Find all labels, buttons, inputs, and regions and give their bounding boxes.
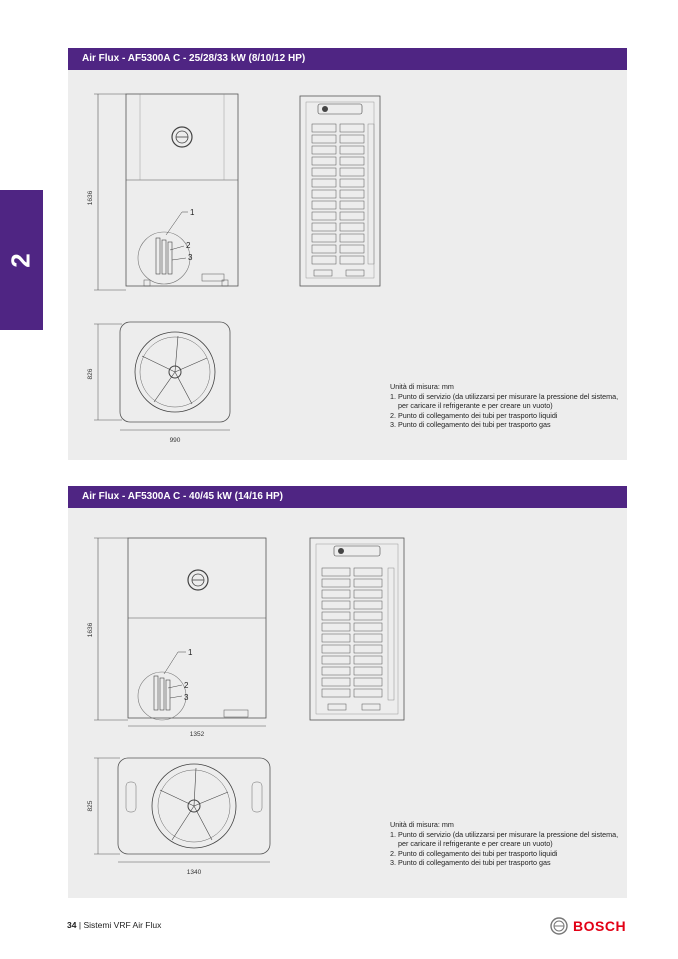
bosch-armature-icon xyxy=(550,917,568,935)
legend-unit-1: Unità di misura: mm xyxy=(390,382,454,391)
depth-label-2: 825 xyxy=(87,800,94,812)
depth-label-1: 826 xyxy=(87,368,94,380)
front-view-drawing-1 xyxy=(298,94,388,290)
fan-grille-icon xyxy=(135,332,215,412)
legend-item-2-3: 3. Punto di collegamento dei tubi per trasporto gas xyxy=(390,858,551,868)
legend-2 xyxy=(390,820,627,868)
legend-item-1-3: 3. Punto di collegamento dei tubi per trasporto gas xyxy=(390,420,551,430)
legend-item-2-1: 1. Punto di servizio (da utilizzarsi per misurare la pressione del sistema, per caricare il refrigerante e per creare un vuoto) xyxy=(390,829,619,849)
height-label-1: 1636 xyxy=(87,190,94,206)
callout-2: 2 xyxy=(184,681,189,690)
callout-1: 1 xyxy=(190,208,195,217)
legend-item-1-1: 1. Punto di servizio (da utilizzarsi per misurare la pressione del sistema, per caricare il refrigerante e per creare un vuoto) xyxy=(390,391,619,411)
louvre-grid-1 xyxy=(312,124,364,264)
height-label-2: 1636 xyxy=(87,622,94,638)
side-view-drawing-2 xyxy=(82,530,282,740)
louvre-grid-2 xyxy=(322,568,382,697)
legend-unit-2: Unità di misura: mm xyxy=(390,820,454,829)
section-2-panel xyxy=(68,508,627,898)
top-view-drawing-2 xyxy=(82,754,282,884)
chapter-number: 2 xyxy=(6,252,36,268)
width-label-1: 990 xyxy=(169,437,181,444)
bosch-logo xyxy=(550,917,626,935)
width-label-2a: 1352 xyxy=(189,731,205,738)
footer-text: Sistemi VRF Air Flux xyxy=(83,920,162,930)
bosch-emblem-icon xyxy=(188,570,208,590)
callout-3: 3 xyxy=(184,693,189,702)
callout-2: 2 xyxy=(186,241,191,250)
section-2-title: Air Flux - AF5300A C - 40/45 kW (14/16 HP) xyxy=(68,486,627,508)
section-1-panel xyxy=(68,70,627,460)
chapter-tab xyxy=(0,190,43,330)
footer xyxy=(67,920,161,930)
section-1-title: Air Flux - AF5300A C - 25/28/33 kW (8/10/12 HP) xyxy=(68,48,627,70)
side-view-drawing-1 xyxy=(82,90,252,300)
front-view-drawing-2 xyxy=(308,536,408,726)
legend-1 xyxy=(390,382,627,430)
top-view-drawing-1 xyxy=(82,318,252,448)
brand-name: BOSCH xyxy=(573,918,627,934)
legend-item-1-2: 2. Punto di collegamento dei tubi per trasporto liquidi xyxy=(390,410,558,420)
callout-1: 1 xyxy=(188,648,193,657)
bosch-emblem-icon xyxy=(172,127,192,147)
legend-item-2-2: 2. Punto di collegamento dei tubi per trasporto liquidi xyxy=(390,848,558,858)
page-number: 34 xyxy=(67,920,77,930)
footer-separator: | xyxy=(78,920,82,930)
callout-3: 3 xyxy=(188,253,193,262)
fan-grille-icon xyxy=(152,764,236,848)
width-label-2b: 1340 xyxy=(186,869,202,876)
